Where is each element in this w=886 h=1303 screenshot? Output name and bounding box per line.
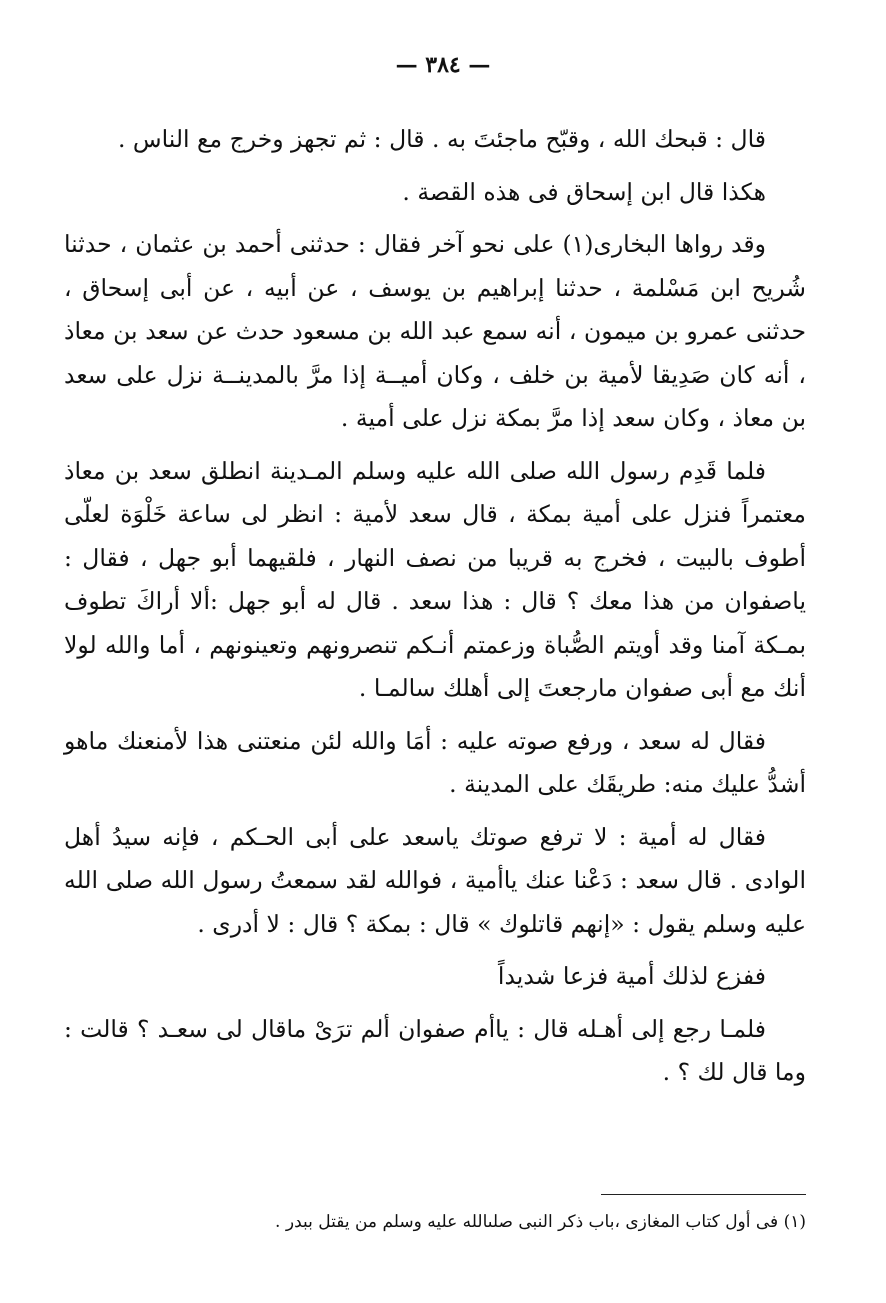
paragraph: فقال له أمية : لا ترفع صوتك ياسعد على أبى الحـكم ، فإنه سيدُ أهل الوادى . قال سعد : دَعْنا عنك ياأمية ، فوالله لقد سمعتُ رسول الله صلى الله عليه وسلم يقول : «إنهم قاتلوك » قال : بمكة ؟ قال : لا أدرى . <box>64 822 806 938</box>
page-number: — ٣٨٤ — <box>395 52 491 78</box>
body-text <box>64 118 806 1104</box>
paragraph: فلمـا رجع إلى أهـله قال : ياأم صفوان ألم ترَىْ ماقال لى سعـد ؟ قالت : وما قال لك ؟ . <box>64 1014 806 1086</box>
footnote-divider <box>601 1194 806 1195</box>
paragraph: فقال له سعد ، ورفع صوته عليه : أمَا والله لئن منعتنى هذا لأمنعنك ماهو أشدُّ عليك منه: طريقَك على المدينة . <box>64 726 806 798</box>
paragraph: فلما قَدِم رسول الله صلى الله عليه وسلم المـدينة انطلق سعد بن معاذ معتمراً فنزل على أمية بمكة ، قال سعد لأمية : انظر لى ساعة خَلْوَة لعلّى أطوف بالبيت ، فخرج به قريبا من نصف النهار ، فلقيهما أبو جهل ، فقال : ياصفوان من هذا معك ؟ قال : هذا سعد . قال له أبو جهل :ألا أراكَ تطوف بمـكة آمنا وقد أويتم الصُّباة وزعمتم أنـكم تنصرونهم وتعينونهم ، أما والله لولا أنك مع أبى صفوان مارجعتَ إلى أهلك سالمـا . <box>64 456 806 702</box>
paragraph: قال : قبحك الله ، وقبّح ماجئتَ به . قال : ثم تجهز وخرج مع الناس . <box>117 125 766 153</box>
paragraph: ففزع لذلك أمية فزعا شديداً <box>497 962 766 990</box>
paragraph: هكذا قال ابن إسحاق فى هذه القصة . <box>402 177 766 206</box>
footnote: (١) فى أول كتاب المغازى ،باب ذكر النبى صلىالله عليه وسلم من يقتل ببدر . <box>275 1212 806 1232</box>
paragraph: وقد رواها البخارى(١) على نحو آخر فقال : حدثنى أحمد بن عثمان ، حدثنا شُريح ابن مَسْلمة ، حدثنا إبراهيم بن يوسف ، عن أبيه ، عن أبى إسحاق ، حدثنى عمرو بن ميمون ، أنه سمع عبد الله بن مسعود حدث عن سعد بن معاذ ، أنه كان صَدِيقا لأمية بن خلف ، وكان أميــة إذا مرَّ بالمدينــة نزل على سعد بن معاذ ، وكان سعد إذا مرَّ بمكة نزل على أمية . <box>64 230 806 432</box>
